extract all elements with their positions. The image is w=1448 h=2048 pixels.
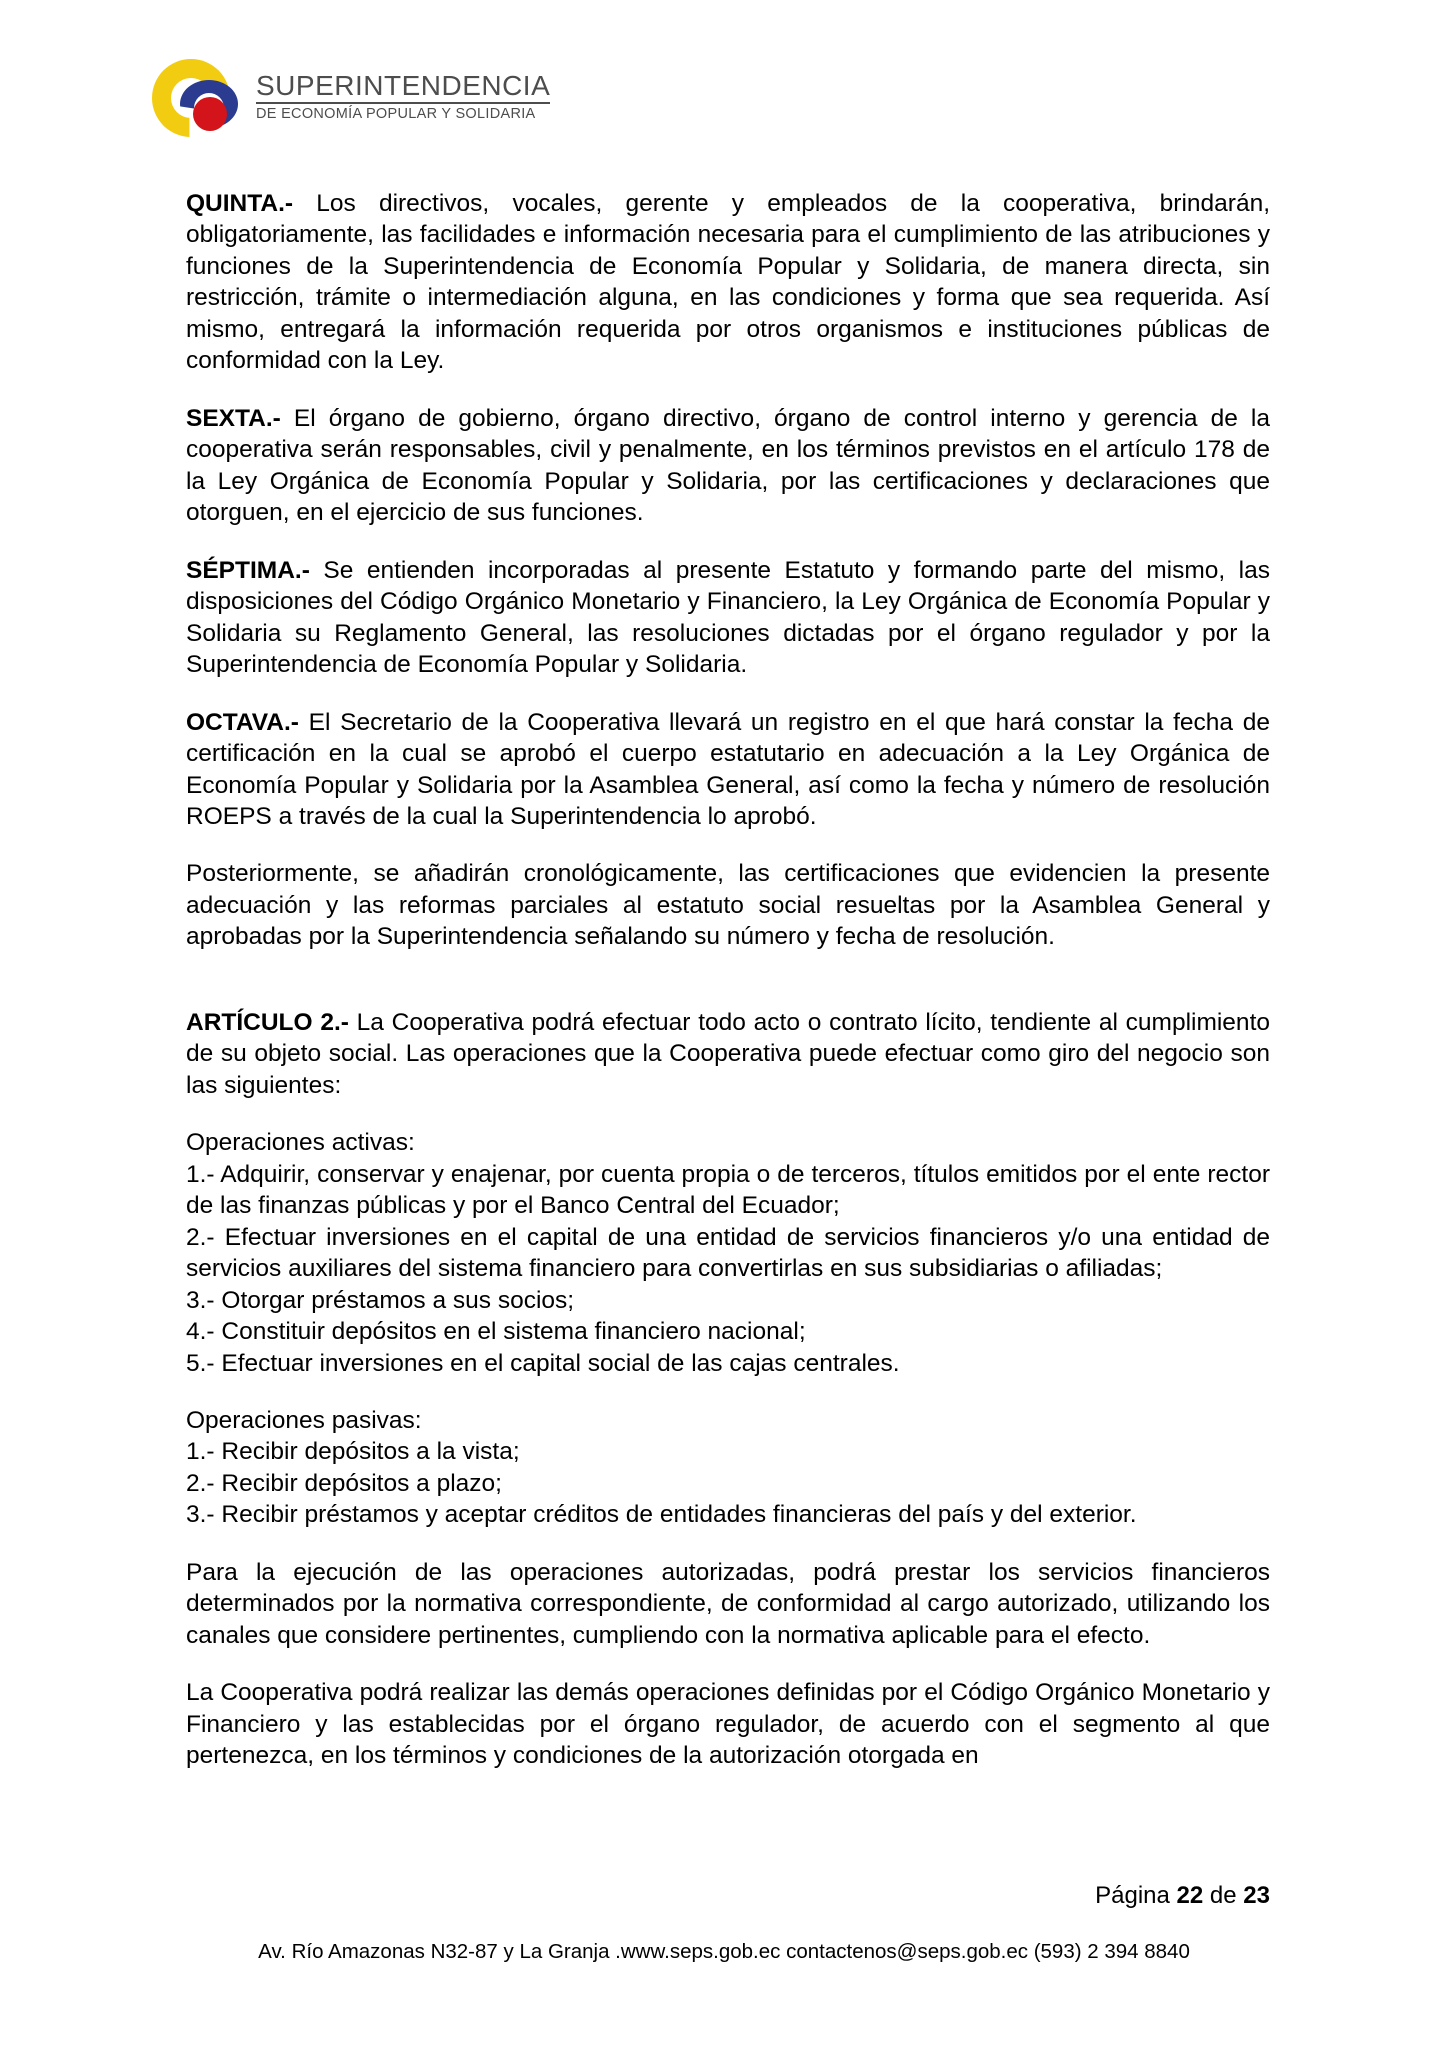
logo-red-dot	[193, 97, 227, 131]
seps-logo-icon	[150, 53, 242, 137]
paragraph-octava-lead: OCTAVA.-	[186, 708, 299, 736]
list-item: 2.- Efectuar inversiones en el capital de una entidad de servicios financieros y/o una entidad de servicios auxiliares del sistema financiero para convertirlas en sus subsidiarias o afiliadas;	[186, 1223, 1270, 1283]
list-item: 3.- Recibir préstamos y aceptar créditos de entidades financieras del país y del exterior.	[186, 1501, 1137, 1529]
logo-wordmark	[256, 67, 550, 123]
articulo-2-lead: ARTÍCULO 2.-	[186, 1008, 349, 1036]
list-item: 1.- Recibir depósitos a la vista;	[186, 1438, 520, 1466]
paragraph-octava	[186, 707, 1270, 833]
paragraph-articulo-2	[186, 1007, 1270, 1101]
list-item: 2.- Recibir depósitos a plazo;	[186, 1469, 502, 1497]
paragraph-quinta	[186, 188, 1270, 377]
document-body	[186, 188, 1270, 1798]
paragraph-posteriormente: Posteriormente, se añadirán cronológicamente, las certificaciones que evidencien la presente adecuación y las reformas parciales al estatuto social resueltas por la Asamblea General y aprobadas por la Superintendencia señalando su número y fecha de resolución.	[186, 860, 1270, 951]
paragraph-septima	[186, 555, 1270, 681]
section-spacer	[186, 979, 1270, 1007]
paragraph-sexta-text: El órgano de gobierno, órgano directivo, órgano de control interno y gerencia de la cooperativa serán responsables, civil y penalmente, en los términos previstos en el artículo 178 de la Ley Orgánica de Economía Popular y Solidaria, por las certificaciones y declaraciones que otorguen, en el ejercicio de sus funciones.	[186, 404, 1270, 527]
operaciones-activas-block	[186, 1127, 1270, 1379]
page-number-of: de	[1209, 1882, 1237, 1909]
document-header	[150, 52, 570, 138]
page-number-current: 22	[1176, 1882, 1204, 1909]
paragraph-quinta-lead: QUINTA.-	[186, 190, 294, 217]
paragraph-sexta	[186, 403, 1270, 529]
articulo-2-text: La Cooperativa podrá efectuar todo acto o contrato lícito, tendiente al cumplimiento de su objeto social. Las operaciones que la Cooperativa puede efectuar como giro del negocio son las siguientes:	[186, 1008, 1270, 1099]
operaciones-pasivas-block	[186, 1405, 1270, 1531]
logo-title: SUPERINTENDENCIA	[256, 71, 550, 104]
paragraph-septima-text: Se entienden incorporadas al presente Estatuto y formando parte del mismo, las disposiciones del Código Orgánico Monetario y Financiero, la Ley Orgánica de Economía Popular y Solidaria su Reglamento General, las resoluciones dictadas por el órgano regulador y por la Superintendencia de Economía Popular y Solidaria.	[186, 556, 1270, 679]
list-item: 3.- Otorgar préstamos a sus socios;	[186, 1286, 575, 1314]
paragraph-demas-operaciones: La Cooperativa podrá realizar las demás operaciones definidas por el Código Orgánico Monetario y Financiero y las establecidas por el órgano regulador, de acuerdo con el segmento al que pertenezca, en los términos y condiciones de la autorización otorgada en	[186, 1679, 1270, 1770]
logo-subtitle: DE ECONOMÍA POPULAR Y SOLIDARIA	[256, 106, 536, 123]
list-item: 1.- Adquirir, conservar y enajenar, por cuenta propia o de terceros, títulos emitidos por el ente rector de las finanzas públicas y por el Banco Central del Ecuador;	[186, 1160, 1270, 1220]
list-item: 5.- Efectuar inversiones en el capital social de las cajas centrales.	[186, 1349, 900, 1377]
footer-address: Av. Río Amazonas N32-87 y La Granja .www.seps.gob.ec contactenos@seps.gob.ec (593) 2 394 8840	[258, 1940, 1190, 1963]
paragraph-septima-lead: SÉPTIMA.-	[186, 556, 310, 584]
operaciones-activas-heading: Operaciones activas:	[186, 1129, 415, 1157]
paragraph-quinta-text: Los directivos, vocales, gerente y empleados de la cooperativa, brindarán, obligatoriamente, las facilidades e información necesaria para el cumplimiento de las atribuciones y funciones de la Superintendencia de Economía Popular y Solidaria, de manera directa, sin restricción, trámite o intermediación alguna, en las condiciones y forma que sea requerida. Así mismo, entregará la información requerida por otros organismos e instituciones públicas de conformidad con la Ley.	[186, 190, 1270, 375]
page-number	[1095, 1882, 1270, 1910]
page-number-label: Página	[1095, 1882, 1170, 1909]
paragraph-octava-text: El Secretario de la Cooperativa llevará un registro en el que hará constar la fecha de certificación en la cual se aprobó el cuerpo estatutario en adecuación a la Ley Orgánica de Economía Popular y Solidaria por la Asamblea General, así como la fecha y número de resolución ROEPS a través de la cual la Superintendencia lo aprobó.	[186, 708, 1270, 830]
paragraph-sexta-lead: SEXTA.-	[186, 404, 281, 432]
paragraph-para-ejecucion: Para la ejecución de las operaciones autorizadas, podrá prestar los servicios financieros determinados por la normativa correspondiente, de conformidad al cargo autorizado, utilizando los canales que considere pertinentes, cumpliendo con la normativa aplicable para el efecto.	[186, 1558, 1270, 1649]
list-item: 4.- Constituir depósitos en el sistema financiero nacional;	[186, 1318, 806, 1346]
page-number-total: 23	[1243, 1882, 1270, 1909]
operaciones-pasivas-heading: Operaciones pasivas:	[186, 1407, 422, 1434]
